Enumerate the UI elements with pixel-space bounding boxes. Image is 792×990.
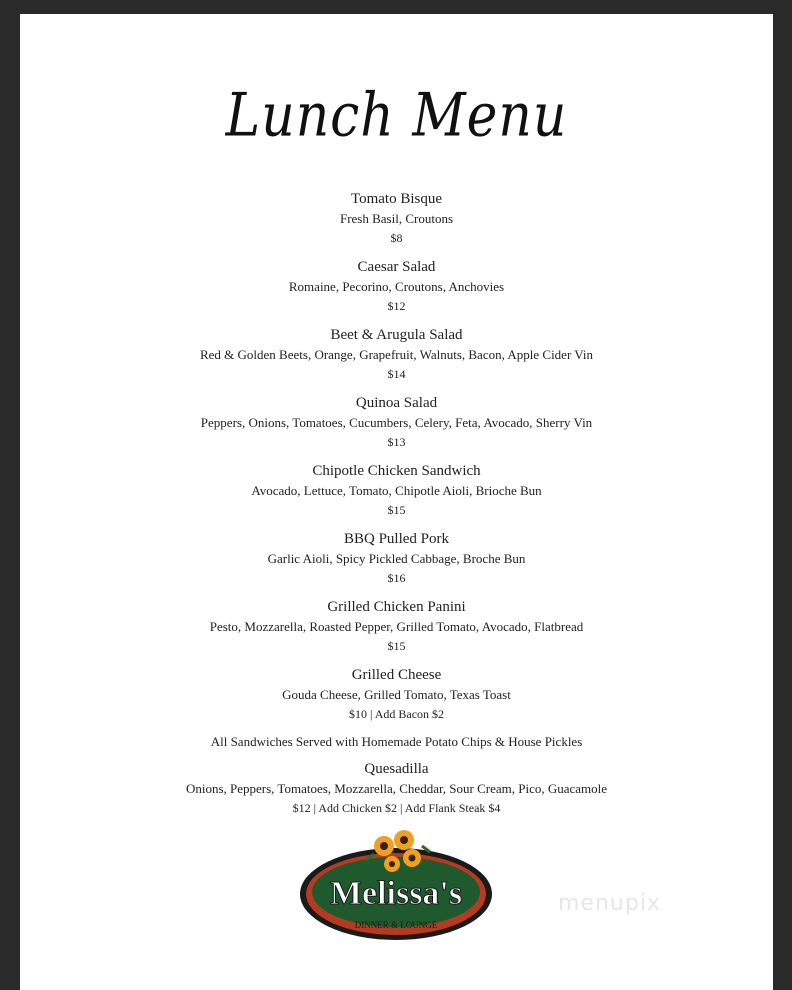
menu-item-quesadilla (20, 759, 773, 817)
item-name: Grilled Chicken Panini (327, 599, 466, 615)
item-price: $12 (387, 299, 406, 313)
item-price: $13 (387, 435, 406, 449)
item-name: Beet & Arugula Salad (330, 327, 463, 343)
item-description: Onions, Peppers, Tomatoes, Mozzarella, Cheddar, Sour Cream, Pico, Guacamole (185, 781, 608, 796)
item-description: Romaine, Pecorino, Croutons, Anchovies (288, 279, 505, 294)
item-description: Pesto, Mozzarella, Roasted Pepper, Grilled Tomato, Avocado, Flatbread (209, 619, 584, 634)
logo-name: Melissa's (329, 875, 463, 912)
item-description: Peppers, Onions, Tomatoes, Cucumbers, Celery, Feta, Avocado, Sherry Vin (200, 415, 593, 430)
watermark: menupix (558, 891, 661, 916)
item-price: $15 (387, 639, 406, 653)
sandwich-note: All Sandwiches Served with Homemade Potato Chips & House Pickles (210, 734, 583, 749)
item-name: Chipotle Chicken Sandwich (312, 463, 481, 479)
item-price: $10 | Add Bacon $2 (348, 707, 445, 721)
item-price: $8 (390, 231, 403, 245)
menu-page (20, 14, 773, 990)
menu-item (20, 461, 773, 519)
menu-title: Lunch Menu (225, 81, 568, 151)
item-name: Quinoa Salad (355, 395, 438, 411)
item-name: BBQ Pulled Pork (343, 531, 449, 547)
menu-item (20, 325, 773, 383)
restaurant-logo (296, 824, 496, 944)
item-price: $12 | Add Chicken $2 | Add Flank Steak $4 (292, 801, 501, 815)
item-description: Gouda Cheese, Grilled Tomato, Texas Toast (282, 687, 511, 702)
item-name: Tomato Bisque (350, 191, 443, 207)
item-description: Avocado, Lettuce, Tomato, Chipotle Aioli, Brioche Bun (251, 483, 542, 498)
logo-tagline: DINNER & LOUNGE (354, 920, 438, 930)
item-price: $16 (387, 571, 406, 585)
menu-item (20, 665, 773, 723)
menu-item (20, 189, 773, 247)
menu-item (20, 257, 773, 315)
menu-item (20, 393, 773, 451)
item-name: Caesar Salad (357, 259, 436, 275)
menu-item (20, 529, 773, 587)
menu-items (20, 189, 773, 827)
item-description: Fresh Basil, Croutons (339, 211, 454, 226)
item-price: $14 (387, 367, 406, 381)
item-description: Garlic Aioli, Spicy Pickled Cabbage, Broche Bun (267, 551, 526, 566)
item-description: Red & Golden Beets, Orange, Grapefruit, Walnuts, Bacon, Apple Cider Vin (199, 347, 594, 362)
item-name: Quesadilla (364, 761, 429, 777)
item-name: Grilled Cheese (351, 667, 442, 683)
item-price: $15 (387, 503, 406, 517)
menu-item (20, 597, 773, 655)
